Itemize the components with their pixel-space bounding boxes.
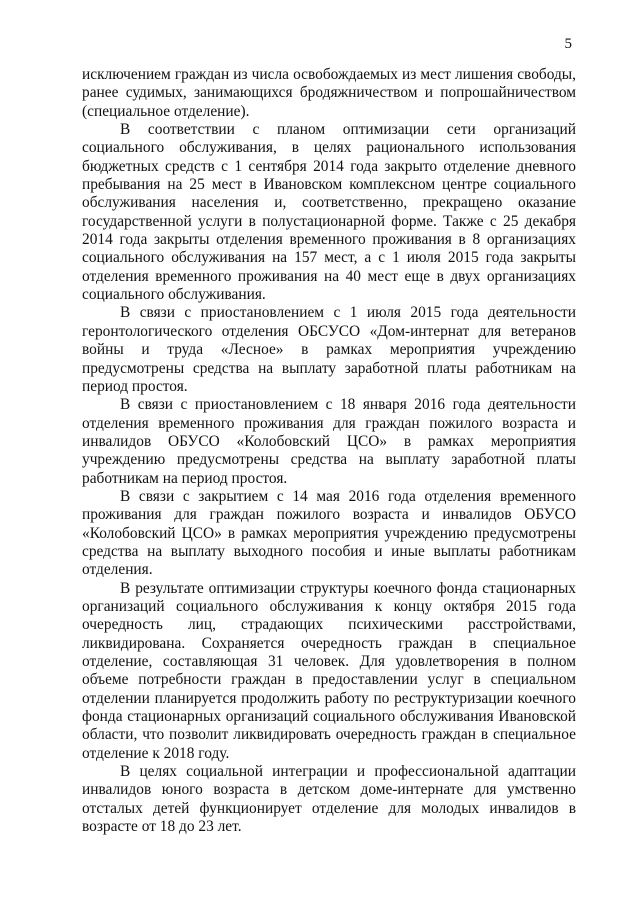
paragraph-gerontology-suspension: В связи с приостановлением с 1 июля 2015 года деятельности геронтологического отделения ОБСУСО «Дом-интернат для ветеранов войны и труда «Лесное» в рамках мероприятия учреждению предусмотрены средства на выплату заработной платы работникам на период простоя. [82,304,576,395]
paragraph-continuation: исключением граждан из числа освобождаемых из мест лишения свободы, ранее судимых, занимающихся бродяжничеством и попрошайничеством (специальное отделение). [82,66,576,120]
document-body [82,66,576,836]
paragraph-young-disabled: В целях социальной интеграции и профессиональной адаптации инвалидов юного возраста в детском доме-интернате для умственно отсталых детей функционирует отделение для молодых инвалидов в возрасте от 18 до 23 лет. [82,763,576,836]
paragraph-kolobovo-closure: В связи с закрытием с 14 мая 2016 года отделения временного проживания для граждан пожилого возраста и инвалидов ОБУСО «Колобовский ЦСО» в рамках мероприятия учреждению предусмотрены средства на выплату выходного пособия и иные выплаты работникам отделения. [82,487,576,579]
paragraph-kolobovo-suspension: В связи с приостановлением с 18 января 2016 года деятельности отделения временного проживания для граждан пожилого возраста и инвалидов ОБУСО «Колобовский ЦСО» в рамках мероприятия учреждению предусмотрены средства на выплату заработной платы работникам на период простоя. [82,396,576,487]
paragraph-bed-fund-results: В результате оптимизации структуры коечного фонда стационарных организаций социального обслуживания к концу октября 2015 года очередность лиц, страдающих психическими расстройствами, ликвидирована. Сохраняется очередность граждан в специальное отделение, составляющая 31 человек. Для удовлетворения в полном объеме потребности граждан в предоставлении услуг в специальном отделении планируется продолжить работу по реструктуризации коечного фонда стационарных организаций социального обслуживания Ивановской области, что позволит ликвидировать очередность граждан в специальное отделение к 2018 году. [82,579,576,762]
page-number: 5 [564,36,572,52]
paragraph-optimization: В соответствии с планом оптимизации сети организаций социального обслуживания, в целях рационального использования бюджетных средств с 1 сентября 2014 года закрыто отделение дневного пребывания на 25 мест в Ивановском комплексном центре социального обслуживания населения и, соответственно, прекращено оказание государственной услуги в полустационарной форме. Также с 25 декабря 2014 года закрыты отделения временного проживания в 8 организациях социального обслуживания на 157 мест, а с 1 июля 2015 года закрыты отделения временного проживания на 40 мест еще в двух организациях социального обслуживания. [82,121,576,304]
